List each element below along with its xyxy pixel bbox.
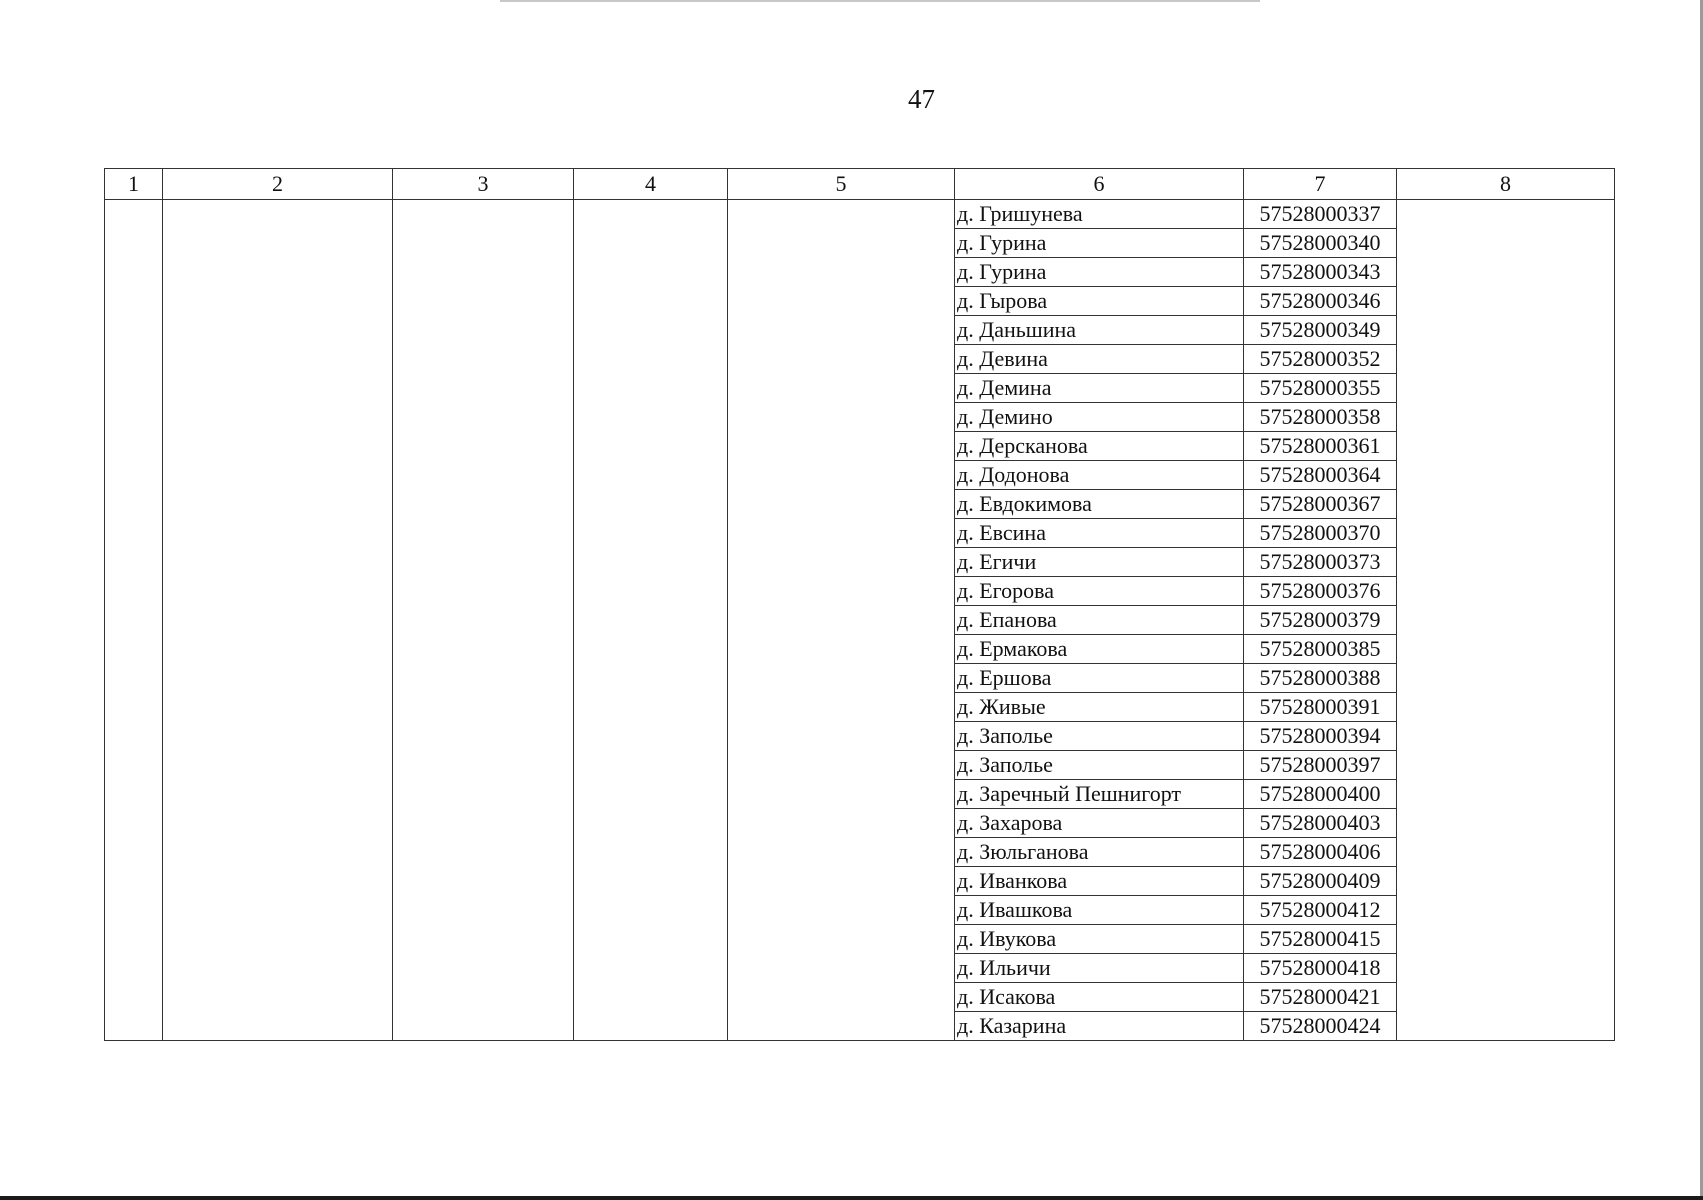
scan-edge-bottom [0,1196,1703,1200]
settlement-name-cell: д. Девина [955,345,1244,374]
settlement-name-cell: д. Гришунева [955,200,1244,229]
settlement-name-cell: д. Даньшина [955,316,1244,345]
oktmo-code-cell: 57528000409 [1244,867,1397,896]
settlement-name-cell: д. Иванкова [955,867,1244,896]
settlement-name-cell: д. Исакова [955,983,1244,1012]
column-header-5: 5 [728,169,955,200]
table-header [105,169,1615,200]
merged-cell-col-1 [105,200,163,1041]
settlement-name-cell: д. Гырова [955,287,1244,316]
settlement-name-cell: д. Заречный Пешнигорт [955,780,1244,809]
oktmo-code-cell: 57528000424 [1244,1012,1397,1041]
merged-cell-col-8 [1397,200,1615,1041]
oktmo-code-cell: 57528000421 [1244,983,1397,1012]
oktmo-code-cell: 57528000391 [1244,693,1397,722]
oktmo-code-cell: 57528000418 [1244,954,1397,983]
settlement-name-cell: д. Демино [955,403,1244,432]
oktmo-code-cell: 57528000406 [1244,838,1397,867]
oktmo-code-cell: 57528000397 [1244,751,1397,780]
settlement-name-cell: д. Епанова [955,606,1244,635]
settlement-name-cell: д. Егичи [955,548,1244,577]
merged-cell-col-3 [393,200,574,1041]
settlement-name-cell: д. Дерсканова [955,432,1244,461]
settlement-name-cell: д. Гурина [955,229,1244,258]
settlement-name-cell: д. Казарина [955,1012,1244,1041]
settlement-name-cell: д. Захарова [955,809,1244,838]
settlement-name-cell: д. Живые [955,693,1244,722]
header-row [105,169,1615,200]
column-header-6: 6 [955,169,1244,200]
oktmo-code-cell: 57528000379 [1244,606,1397,635]
settlement-name-cell: д. Додонова [955,461,1244,490]
oktmo-code-cell: 57528000367 [1244,490,1397,519]
settlement-name-cell: д. Егорова [955,577,1244,606]
settlement-name-cell: д. Евсина [955,519,1244,548]
settlement-name-cell: д. Ивукова [955,925,1244,954]
settlements-table [104,168,1615,1041]
table-body [105,200,1615,1041]
oktmo-code-cell: 57528000337 [1244,200,1397,229]
oktmo-code-cell: 57528000364 [1244,461,1397,490]
column-header-7: 7 [1244,169,1397,200]
oktmo-code-cell: 57528000412 [1244,896,1397,925]
oktmo-code-cell: 57528000343 [1244,258,1397,287]
oktmo-code-cell: 57528000403 [1244,809,1397,838]
settlement-name-cell: д. Евдокимова [955,490,1244,519]
settlement-name-cell: д. Ершова [955,664,1244,693]
merged-cell-col-5 [728,200,955,1041]
oktmo-code-cell: 57528000394 [1244,722,1397,751]
oktmo-code-cell: 57528000349 [1244,316,1397,345]
settlement-name-cell: д. Заполье [955,751,1244,780]
oktmo-code-cell: 57528000400 [1244,780,1397,809]
settlement-name-cell: д. Ильичи [955,954,1244,983]
scan-edge-top [500,0,1260,2]
page-number: 47 [908,84,935,114]
merged-cell-col-2 [163,200,393,1041]
settlement-name-cell: д. Ермакова [955,635,1244,664]
merged-cell-col-4 [574,200,728,1041]
oktmo-code-cell: 57528000373 [1244,548,1397,577]
oktmo-code-cell: 57528000340 [1244,229,1397,258]
settlement-name-cell: д. Демина [955,374,1244,403]
oktmo-code-cell: 57528000370 [1244,519,1397,548]
column-header-4: 4 [574,169,728,200]
oktmo-code-cell: 57528000376 [1244,577,1397,606]
settlement-name-cell: д. Гурина [955,258,1244,287]
table-row [105,200,1615,229]
oktmo-code-cell: 57528000385 [1244,635,1397,664]
oktmo-code-cell: 57528000352 [1244,345,1397,374]
settlement-name-cell: д. Ивашкова [955,896,1244,925]
oktmo-code-cell: 57528000346 [1244,287,1397,316]
oktmo-code-cell: 57528000355 [1244,374,1397,403]
oktmo-code-cell: 57528000361 [1244,432,1397,461]
oktmo-code-cell: 57528000415 [1244,925,1397,954]
settlement-name-cell: д. Зюльганова [955,838,1244,867]
column-header-3: 3 [393,169,574,200]
column-header-8: 8 [1397,169,1615,200]
settlement-name-cell: д. Заполье [955,722,1244,751]
column-header-2: 2 [163,169,393,200]
oktmo-code-cell: 57528000358 [1244,403,1397,432]
column-header-1: 1 [105,169,163,200]
oktmo-code-cell: 57528000388 [1244,664,1397,693]
